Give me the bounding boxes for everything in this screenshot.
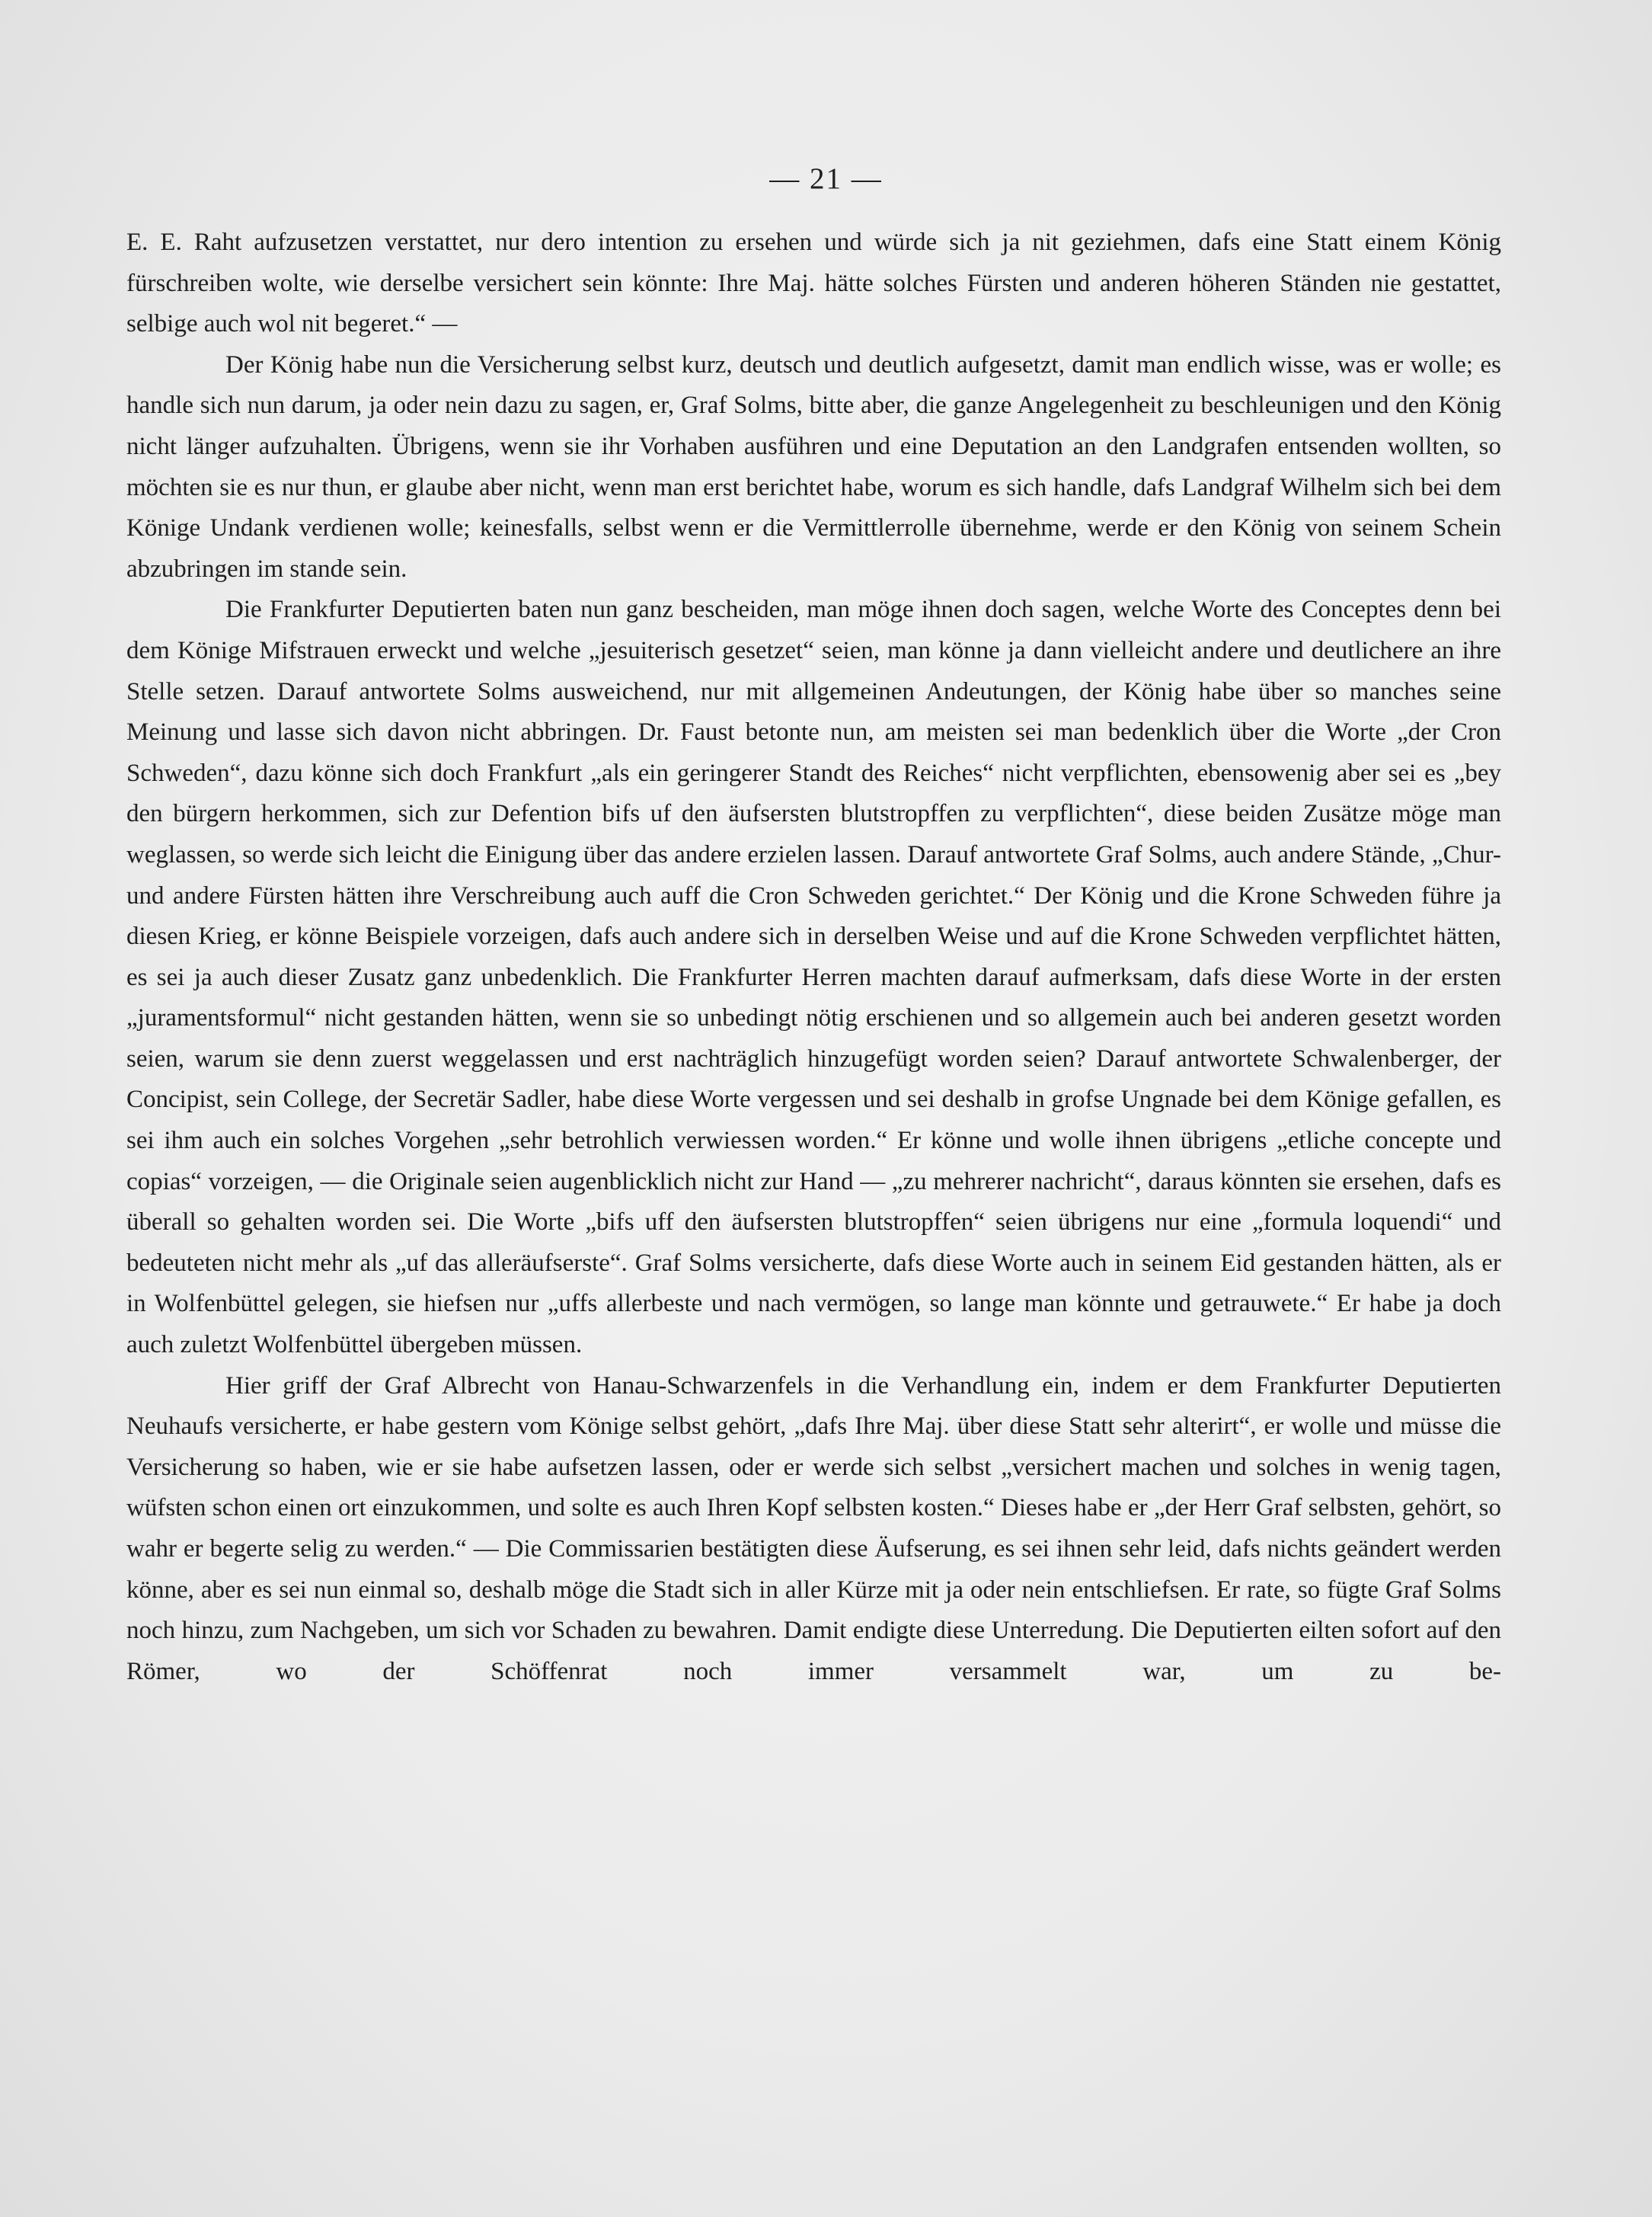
- page-number: — 21 —: [769, 162, 883, 195]
- paragraph-3: Die Frankfurter Deputierten baten nun ganz bescheiden, man möge ihnen doch sagen, welche Worte des Conceptes denn bei dem Könige Mifstrauen erweckt und welche „jesuiterisch gesetzet“ seien, man könne ja dann vielleicht andere und deutlichere an ihre Stelle setzen. Darauf antwortete Solms ausweichend, nur mit allgemeinen Andeutungen, der König habe über so manches seine Meinung und lasse sich davon nicht abbringen. Dr. Faust betonte nun, am meisten sei man bedenklich über die Worte „der Cron Schweden“, dazu könne sich doch Frankfurt „als ein geringerer Standt des Reiches“ nicht verpflichten, ebensowenig aber sei es „bey den bürgern herkommen, sich zur Defention bifs uf den äufsersten blutstropffen zu verpflichten“, diese beiden Zusätze möge man weglassen, so werde sich leicht die Einigung über das andere erzielen lassen. Darauf antwortete Graf Solms, auch andere Stände, „Chur- und andere Fürsten hätten ihre Verschreibung auch auff die Cron Schweden gerichtet.“ Der König und die Krone Schweden führe ja diesen Krieg, er könne Beispiele vorzeigen, dafs auch andere sich in derselben Weise und auf die Krone Schweden verpflichtet hätten, es sei ja auch dieser Zusatz ganz unbedenklich. Die Frankfurter Herren machten darauf aufmerksam, dafs diese Worte in der ersten „juramentsformul“ nicht gestanden hätten, wenn sie so unbedingt nötig erschienen und so allgemein auch bei anderen gesetzt worden seien, warum sie denn zuerst weggelassen und erst nachträglich hinzugefügt worden seien? Darauf antwortete Schwalenberger, der Concipist, sein College, der Secretär Sadler, habe diese Worte vergessen und sei deshalb in grofse Ungnade bei dem Könige gefallen, es sei ihm auch ein solches Vorgehen „sehr betrohlich verwiessen worden.“ Er könne und wolle ihnen übrigens „etliche concepte und copias“ vorzeigen, — die Originale seien augenblicklich nicht zur Hand — „zu mehrerer nachricht“, daraus könnten sie ersehen, dafs es überall so gehalten worden sei. Die Worte „bifs uff den äufsersten blutstropffen“ seien übrigens nur eine „formula loquendi“ und bedeuteten nicht mehr als „uf das alleräufserste“. Graf Solms versicherte, dafs diese Worte auch in seinem Eid gestanden hätten, als er in Wolfenbüttel gelegen, sie hiefsen nur „uffs allerbeste und nach vermögen, so lange man könnte und getrauwete.“ Er habe ja doch auch zuletzt Wolfenbüttel übergeben müssen.: [126, 596, 1501, 1359]
- paragraph-2: Der König habe nun die Versicherung selbst kurz, deutsch und deutlich aufgesetzt, damit man endlich wisse, was er wolle; es handle sich nun darum, ja oder nein dazu zu sagen, er, Graf Solms, bitte aber, die ganze Angelegenheit zu beschleunigen und den König nicht länger aufzuhalten. Übrigens, wenn sie ihr Vorhaben ausführen und eine Deputation an den Landgrafen entsenden wollten, so möchten sie es nur thun, er glaube aber nicht, wenn man erst berichtet habe, worum es sich handle, dafs Landgraf Wilhelm sich bei dem Könige Undank verdienen wolle; keinesfalls, selbst wenn er die Vermittlerrolle übernehme, werde er den König von seinem Schein abzubringen im stande sein.: [126, 350, 1501, 583]
- paragraph-1: E. E. Raht aufzusetzen verstattet, nur dero intention zu ersehen und würde sich ja nit geziehmen, dafs eine Statt einem König fürschreiben wolte, wie derselbe versichert sein könnte: Ihre Maj. hätte solches Fürsten und anderen höheren Ständen nie gestattet, selbige auch wol nit begeret.“ —: [126, 229, 1501, 338]
- paragraph-4: Hier griff der Graf Albrecht von Hanau-Schwarzenfels in die Verhandlung ein, indem er dem Frankfurter Deputierten Neuhaufs versicherte, er habe gestern vom Könige selbst gehört, „dafs Ihre Maj. über diese Statt sehr alterirt“, er wolle und müsse die Versicherung so haben, wie er sie habe aufsetzen lassen, oder er werde sich selbst „versichert machen und solches in wenig tagen, wüfsten schon einen ort einzukommen, und solte es auch Ihren Kopf selbsten kosten.“ Dieses habe er „der Herr Graf selbsten, gehört, so wahr er begerte selig zu werden.“ — Die Commissarien bestätigten diese Äufserung, es sei ihnen sehr leid, dafs nichts geändert werden könne, aber es sei nun einmal so, deshalb möge die Stadt sich in aller Kürze mit ja oder nein entschliefsen. Er rate, so fügte Graf Solms noch hinzu, zum Nachgeben, um sich vor Schaden zu bewahren. Damit endigte diese Unterredung. Die Deputierten eilten sofort auf den Römer, wo der Schöffenrat noch immer versammelt war, um zu be-: [126, 1371, 1501, 1685]
- body-text: [126, 222, 1501, 1692]
